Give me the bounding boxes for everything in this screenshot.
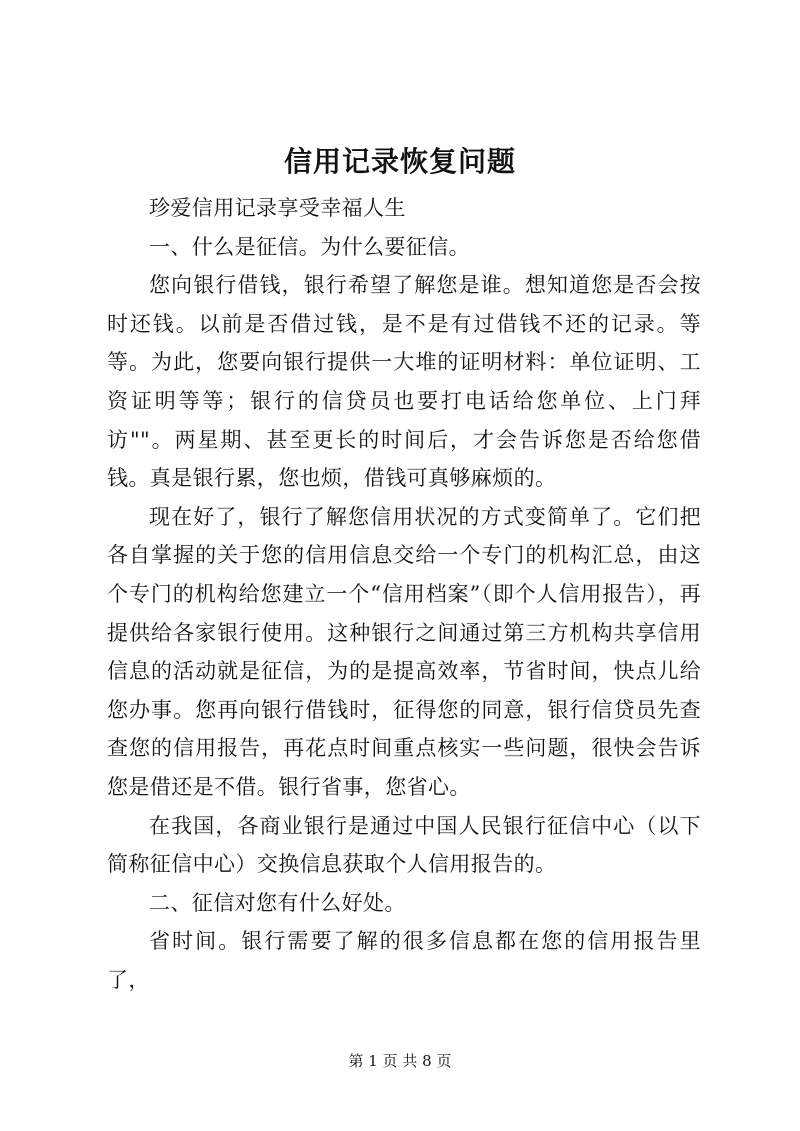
paragraph-credit-info: 现在好了，银行了解您信用状况的方式变简单了。它们把各自掌握的关于您的信用信息交给一个专门的机构汇总，由这个专门的机构给您建立一个“信用档案”（即个人信用报告），再提供给各家银行使用。这种银行之间通过第三方机构共享信用信息的活动就是征信，为的是提高效率，节省时间，快点儿给您办事。您再向银行借钱时，征得您的同意，银行信贷员先查查您的信用报告，再花点时间重点核实一些问题，很快会告诉您是借还是不借。银行省事，您省心。 [107, 504, 701, 799]
paragraph-subtitle: 珍爱信用记录享受幸福人生 [149, 196, 406, 220]
paragraph-heading-2: 二、征信对您有什么好处。 [149, 890, 406, 915]
paragraph-save-time: 省时间。银行需要了解的很多信息都在您的信用报告里了， [107, 929, 701, 992]
document-body [107, 189, 701, 999]
paragraph-borrowing: 您向银行借钱，银行希望了解您是谁。想知道您是否会按时还钱。以前是否借过钱，是不是有过借钱不还的记录。等等。为此，您要向银行提供一大堆的证明材料：单位证明、工资证明等等；银行的信贷员也要打电话给您单位、上门拜访""。两星期、甚至更长的时间后，才会告诉您是否给您借钱。真是银行累，您也烦，借钱可真够麻烦的。 [107, 273, 701, 491]
paragraph-heading-1: 一、什么是征信。为什么要征信。 [149, 234, 470, 259]
page-title: 信用记录恢复问题 [283, 145, 516, 178]
paragraph-china: 在我国，各商业银行是通过中国人民银行征信中心（以下简称征信中心）交换信息获取个人信用报告的。 [107, 813, 701, 877]
page-footer: 第 1 页 共 8 页 [348, 1052, 452, 1070]
